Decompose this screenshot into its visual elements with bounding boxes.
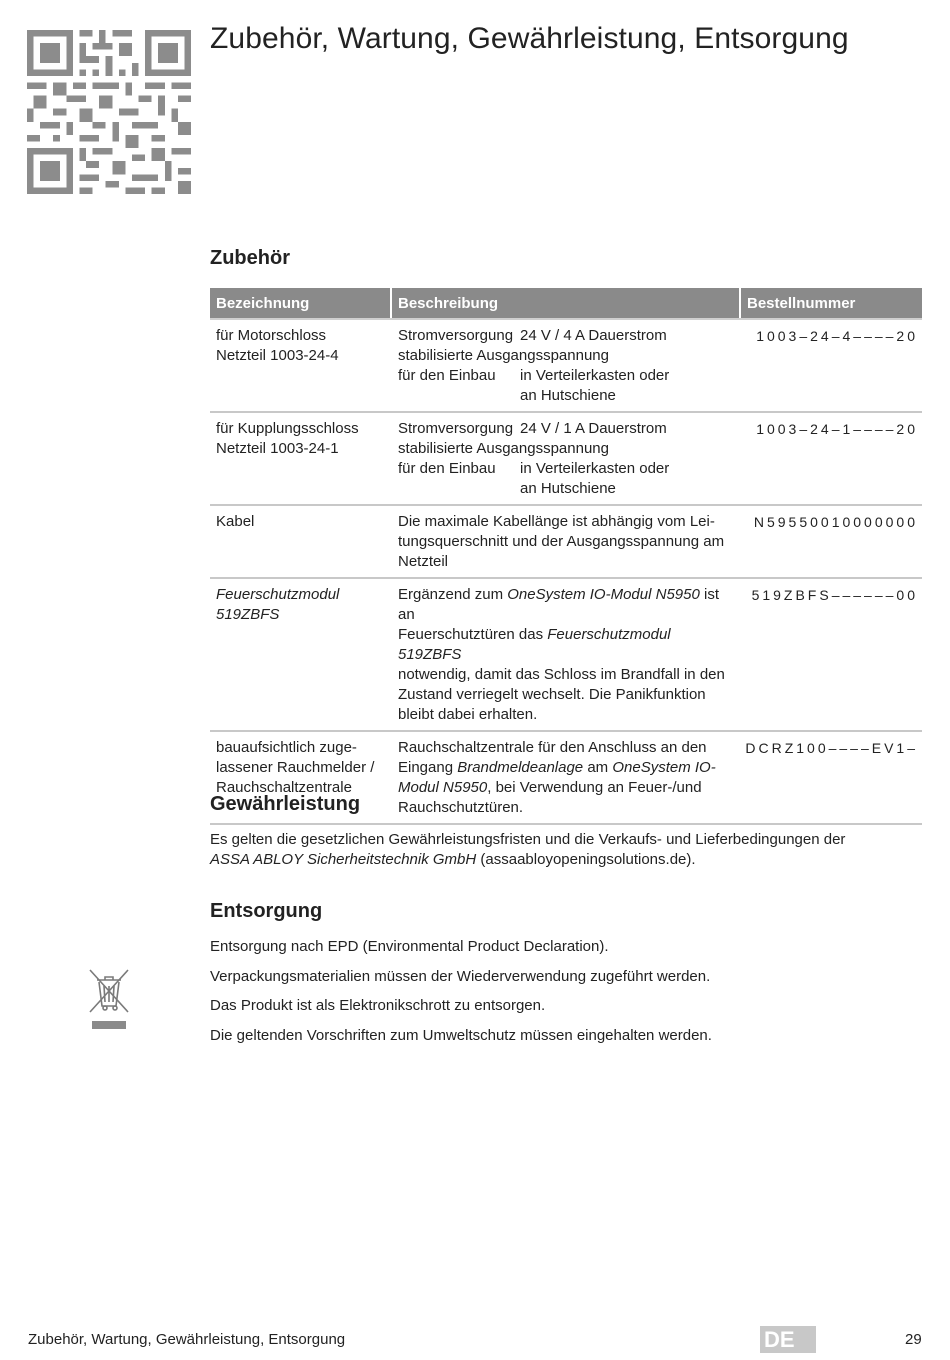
desc-line: Eingang Brandmeldeanlage am OneSystem IO- xyxy=(398,759,716,776)
warranty-line: Es gelten die gesetzlichen Gewährleistungsfristen und die Verkaufs- und Lieferbedingungen der xyxy=(210,831,846,848)
disposal-list xyxy=(210,937,910,1055)
list-item: Verpackungsmaterialien müssen der Wiederverwendung zugeführt werden. xyxy=(210,967,711,985)
table-row xyxy=(210,579,922,732)
desc-line: Feuerschutztüren das Feuerschutzmodul 519ZBFS xyxy=(398,626,671,663)
row-order-number: 1003–24–1––––20 xyxy=(756,421,918,437)
list-item: Entsorgung nach EPD (Environmental Product Declaration). xyxy=(210,938,609,955)
name-line: Rauchschaltzentrale xyxy=(216,779,352,796)
desc-value: 24 V / 1 A Dauerstrom xyxy=(520,420,667,437)
name-line: Feuerschutzmodul xyxy=(216,586,340,603)
qr-code-icon xyxy=(27,30,191,194)
name-line: Netzteil 1003-24-4 xyxy=(216,347,339,364)
desc-value: an Hutschiene xyxy=(520,387,616,404)
weee-crossed-bin-icon xyxy=(88,968,130,1030)
section-heading-gewaehrleistung: Gewährleistung xyxy=(210,793,361,815)
warranty-line: (assaabloyopeningsolutions.de). xyxy=(476,851,696,868)
desc-line: Rauchschutztüren. xyxy=(398,799,524,816)
page-title: Zubehör, Wartung, Gewährleistung, Entsorgung xyxy=(210,22,849,55)
table-row xyxy=(210,413,922,506)
desc-key: für den Einbau xyxy=(398,367,496,384)
desc-line: Zustand verriegelt wechselt. Die Panikfunktion xyxy=(398,686,706,703)
name-line: für Kupplungsschloss xyxy=(216,420,359,437)
page-number: 29 xyxy=(905,1331,922,1348)
row-description xyxy=(392,585,741,725)
row-name xyxy=(210,585,392,725)
row-description xyxy=(392,419,741,499)
desc-line: Netzteil xyxy=(398,553,449,570)
table-row xyxy=(210,506,922,579)
desc-line: bleibt dabei erhalten. xyxy=(398,706,538,723)
desc-line: Ergänzend zum OneSystem IO-Modul N5950 ist an xyxy=(398,586,719,623)
desc-key: Stromversorgung xyxy=(398,420,514,437)
company-name: ASSA ABLOY Sicherheitstechnik GmbH xyxy=(210,851,477,868)
row-order-number: 1003–24–4––––20 xyxy=(756,328,918,344)
table-row xyxy=(210,320,922,413)
row-order-number: DCRZ100––––EV1– xyxy=(745,740,918,756)
name-line: für Motorschloss xyxy=(216,327,327,344)
desc-line: notwendig, damit das Schloss im Brandfall in den xyxy=(398,666,725,683)
desc-value: an Hutschiene xyxy=(520,480,616,497)
desc-line: tungsquerschnitt und der Ausgangsspannung am xyxy=(398,533,725,550)
desc-value: in Verteilerkasten oder xyxy=(520,460,670,477)
section-heading-entsorgung: Entsorgung xyxy=(210,900,323,922)
desc-line: Die maximale Kabellänge ist abhängig vom Lei- xyxy=(398,513,715,530)
list-item: Die geltenden Vorschriften zum Umweltschutz müssen eingehalten werden. xyxy=(210,1026,712,1044)
name-line: lassener Rauchmelder / xyxy=(216,759,375,776)
desc-line: Rauchschaltzentrale für den Anschluss an den xyxy=(398,739,707,756)
section-heading-zubehoer: Zubehör xyxy=(210,247,290,269)
column-header-beschreibung: Beschreibung xyxy=(392,288,741,318)
row-name xyxy=(210,419,392,499)
desc-value: in Verteilerkasten oder xyxy=(520,367,670,384)
row-description xyxy=(392,326,741,406)
desc-value: 24 V / 4 A Dauerstrom xyxy=(520,327,667,344)
row-name xyxy=(210,326,392,406)
desc-line: stabilisierte Ausgangsspannung xyxy=(398,347,609,364)
row-order-number: N59550010000000 xyxy=(753,514,918,530)
column-header-bezeichnung: Bezeichnung xyxy=(210,288,392,318)
row-description xyxy=(392,512,741,572)
warranty-text xyxy=(210,830,910,870)
desc-key: Stromversorgung xyxy=(398,327,514,344)
name-line: bauaufsichtlich zuge- xyxy=(216,739,357,756)
footer-section-title: Zubehör, Wartung, Gewährleistung, Entsorgung xyxy=(28,1331,346,1348)
desc-key: für den Einbau xyxy=(398,460,496,477)
desc-line: Modul N5950, bei Verwendung an Feuer-/und xyxy=(398,779,702,796)
column-header-bestellnummer: Bestellnummer xyxy=(747,295,856,312)
accessories-table xyxy=(210,288,922,825)
table-header xyxy=(210,288,922,320)
row-description xyxy=(392,738,741,818)
desc-line: stabilisierte Ausgangsspannung xyxy=(398,440,609,457)
name-line: Netzteil 1003-24-1 xyxy=(216,440,339,457)
language-badge: DE xyxy=(760,1326,816,1353)
row-order-number: 519ZBFS––––––00 xyxy=(751,587,918,603)
list-item: Das Produkt ist als Elektronikschrott zu entsorgen. xyxy=(210,997,546,1014)
name-line: 519ZBFS xyxy=(216,606,280,623)
name-line: Kabel xyxy=(216,513,255,530)
row-name xyxy=(210,512,392,572)
